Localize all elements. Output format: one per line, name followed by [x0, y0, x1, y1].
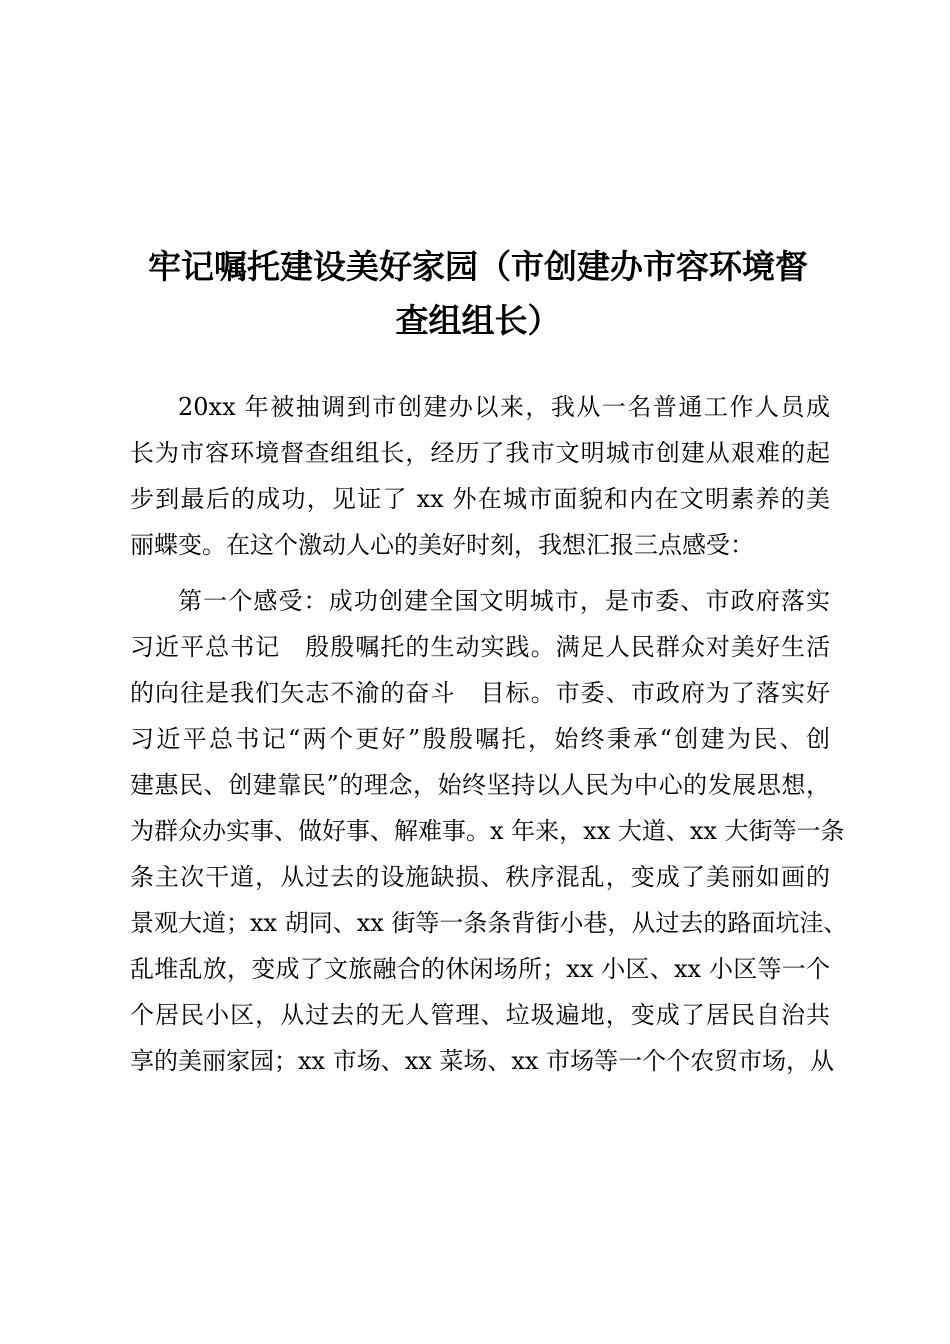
document-body — [130, 384, 848, 1084]
title-line-2: 查组组长） — [395, 301, 561, 340]
text-line: 的向往是我们矢志不渝的奋斗 目标。市委、市政府为了落实好 — [130, 679, 830, 707]
title-line-1: 牢记嘱托建设美好家园（市创建办市容环境督 — [148, 247, 808, 286]
paragraph-1 — [130, 384, 830, 568]
text-line: 享的美丽家园；xx 市场、xx 菜场、xx 市场等一个个农贸市场，从 — [130, 1047, 835, 1075]
text-line: 个居民小区，从过去的无人管理、垃圾遍地，变成了居民自治共 — [130, 1001, 830, 1029]
text-line: 第一个感受：成功创建全国文明城市，是市委、市政府落实 — [178, 587, 830, 615]
paragraph-2 — [130, 578, 848, 1084]
text-line: 条主次干道，从过去的设施缺损、秩序混乱，变成了美丽如画的 — [130, 863, 830, 891]
text-line: 为群众办实事、做好事、解难事。x 年来，xx 大道、xx 大街等一条 — [130, 817, 845, 845]
text-line: 20xx 年被抽调到市创建办以来，我从一名普通工作人员成 — [178, 393, 830, 421]
text-line: 习近平总书记“两个更好”殷殷嘱托，始终秉承“创建为民、创 — [130, 725, 830, 753]
text-line: 建惠民、创建靠民”的理念，始终坚持以人民为中心的发展思想， — [130, 771, 830, 799]
text-line: 景观大道；xx 胡同、xx 街等一条条背街小巷，从过去的路面坑洼、 — [130, 909, 848, 937]
text-line: 乱堆乱放，变成了文旅融合的休闲场所；xx 小区、xx 小区等一个 — [130, 955, 830, 983]
text-line: 长为市容环境督查组组长，经历了我市文明城市创建从艰难的起 — [130, 439, 830, 467]
document-title — [120, 240, 836, 348]
paragraph-gap — [130, 568, 830, 578]
text-line: 习近平总书记 殷殷嘱托的生动实践。满足人民群众对美好生活 — [130, 633, 830, 661]
text-line: 丽蝶变。在这个激动人心的美好时刻，我想汇报三点感受： — [130, 531, 754, 559]
text-line: 步到最后的成功，见证了 xx 外在城市面貌和内在文明素养的美 — [130, 485, 830, 513]
